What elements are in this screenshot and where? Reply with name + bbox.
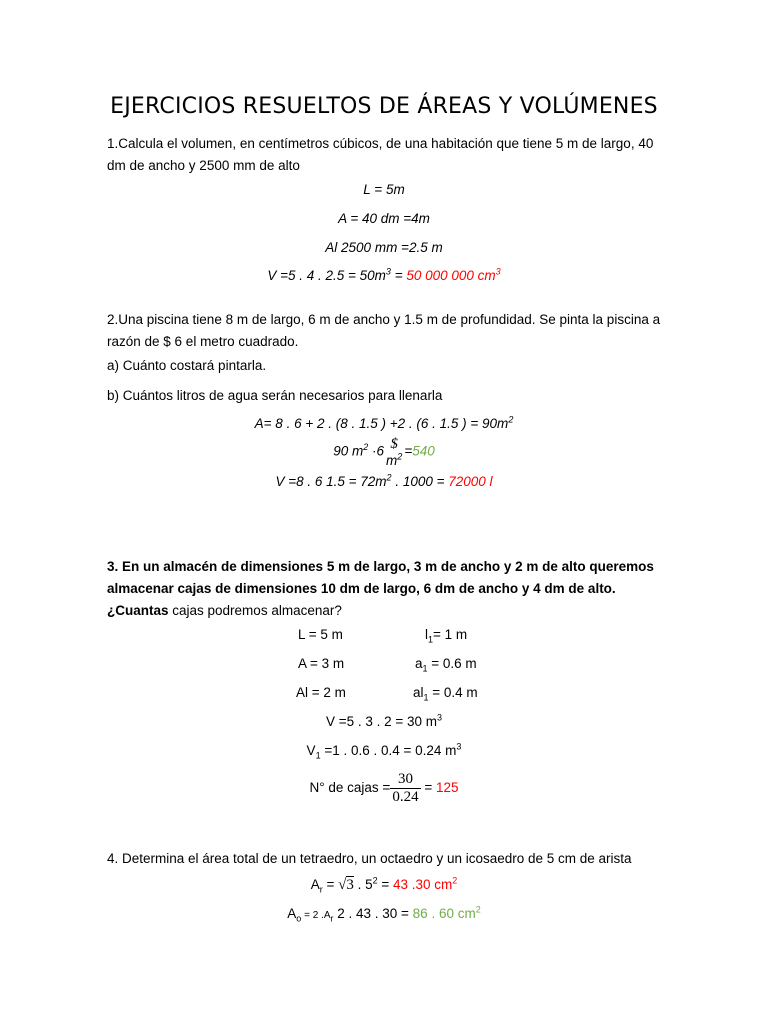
ex3-box-count-label: N° de cajas = [309,780,391,796]
ex2-cost-eq: = [404,443,413,459]
ex3-box-volume: $V_1 =1$ . 0.6 . 0.4 = 0.24 $m^3$ [306,741,462,761]
ex2-cost-expr: 90 m [333,443,364,459]
ex1-length: L = 5m [363,182,405,197]
ex4-octahedron-result: 86 . 60 cm [412,906,476,921]
ex1-width: A = 40 dm =4m [338,211,430,226]
ex2-cost-frac-den: m [386,453,398,468]
ex3-statement-rest: cajas podremos almacenar? [168,603,342,618]
ex3-statement-bold: 3. En un almacén de dimensiones 5 m de largo, 3 m de ancho y 2 m de alto queremos almacenar cajas de dimensiones 10 dm de largo, 6 dm de ancho y 4 dm de alto. ¿Cuantas [107,559,654,618]
ex3-box-count-eq: = [420,780,436,796]
ex2-volume-result: 72000 l [448,474,493,489]
ex4-tetrahedron-area: $A_r = √3$ . $5^2 = 43$ .30 $cm^2$ [310,875,458,895]
ex2-question-a: a) Cuánto costará pintarla. [107,358,267,373]
ex2-cost-mult: ·6 [368,443,385,459]
ex3-fraction-num: 30 [397,771,413,787]
ex1-volume-result-exp: 3 [495,266,501,277]
ex1-volume-exp: 3 [385,266,391,277]
ex2-volume-mult: . 1000 = [391,474,449,489]
ex2-cost-frac-num: $ [390,436,398,452]
ex2-area-exp: 2 [508,414,514,425]
exercise-2-statement: 2.Una piscina tiene 8 m de largo, 6 m de ancho y 1.5 m de profundidad. Se pinta la piscina a razón de $ 6 el metro cuadrado. [107,312,661,349]
ex3-box-height: $al_1 = 0.4$ m [413,685,478,703]
exercise-4-statement: 4. Determina el área total de un tetraedro, un octaedro y un icosaedro de 5 cm de arista [107,851,632,866]
ex2-question-b: b) Cuántos litros de agua serán necesarios para llenarla [107,388,443,403]
ex1-height: Al 2500 mm =2.5 m [325,240,443,255]
ex1-volume-eq: = [390,268,407,283]
ex3-box-count-result: 125 [435,780,459,796]
ex2-volume-expr: V =8 . 6 1.5 = 72m [275,474,387,489]
ex2-area-expr: A= 8 . 6 + 2 . (8 . 1.5 ) +2 . (6 . 1.5 ) = 90m [254,416,509,431]
ex1-volume-expr: V =5 . 4 . 2.5 = 50m [267,268,386,283]
square-root-icon: √ [338,877,347,893]
ex2-volume-exp: 2 [386,472,392,483]
ex2-cost-result: 540 [412,443,435,459]
ex2-cost-fraction [384,436,404,468]
ex3-box-count-fraction [390,771,420,806]
ex3-box-count [0,771,768,806]
ex1-volume [0,268,768,283]
ex2-volume [0,474,768,489]
ex3-warehouse-length: L = 5 m [298,627,343,642]
exercise-1-statement: 1.Calcula el volumen, en centímetros cúbicos, de una habitación que tiene 5 m de largo, 40 dm de ancho y 2500 mm de alto [107,136,654,173]
ex2-cost [0,436,768,468]
ex3-warehouse-volume: V =5 . 3 . 2 = 30 $m^3$ [325,712,443,729]
ex2-cost-exp: 2 [363,442,369,453]
page-title: EJERCICIOS RESUELTOS DE ÁREAS Y VOLÚMENES [110,94,658,119]
ex1-volume-result: 50 000 000 cm [406,268,496,283]
ex3-fraction-den: 0.24 [392,789,419,805]
ex2-cost-frac-den-exp: 2 [397,451,403,462]
exercise-3-statement [107,556,663,622]
ex3-box-length: $l_1= 1$ m [425,627,468,645]
ex3-warehouse-width: A = 3 m [298,656,345,671]
ex2-area [0,416,768,431]
ex3-box-width: $a_1 = 0.6$ m [415,656,477,674]
ex4-octahedron-area: $A_o = 2$ $.A_r$ 2 . 43 . 30 = 86 . 60 $cm^2$ [287,904,481,924]
ex4-tetrahedron-result: 43 .30 cm [393,877,453,892]
ex3-warehouse-height: Al = 2 m [296,685,346,700]
